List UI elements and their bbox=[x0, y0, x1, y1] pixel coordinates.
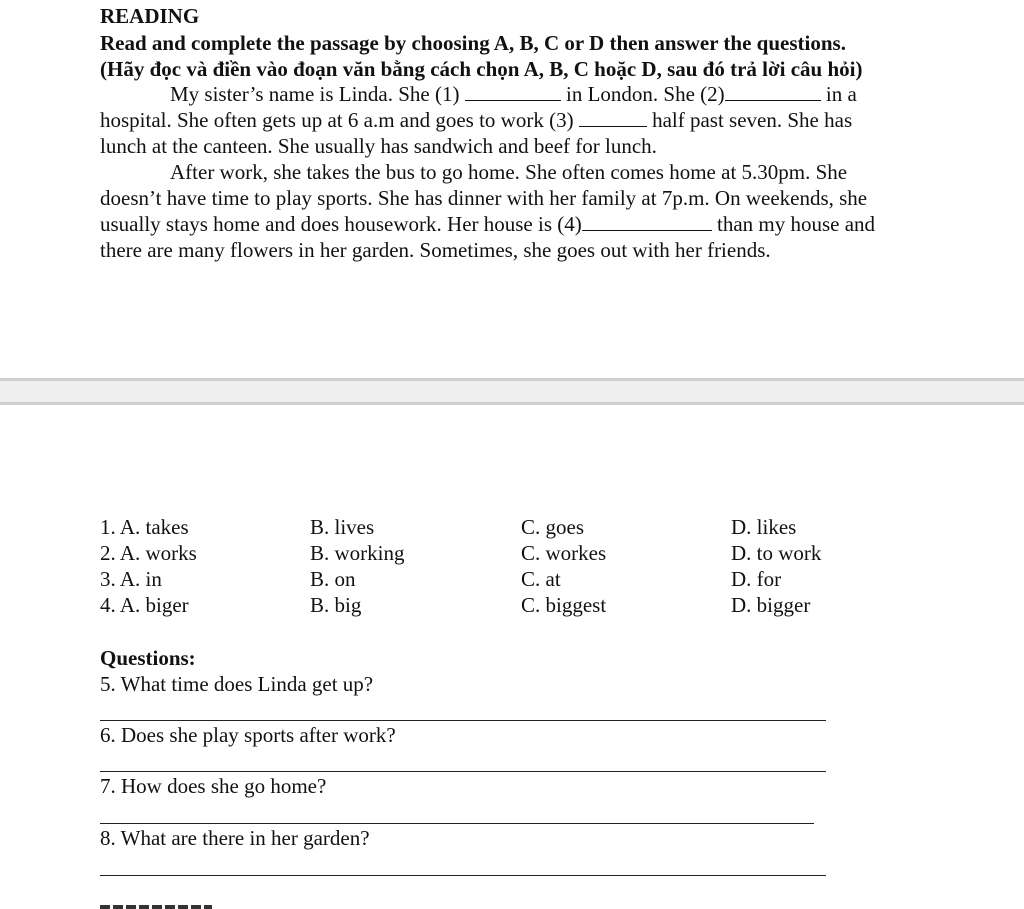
question-7: 7. How does she go home? bbox=[100, 774, 327, 798]
option-1-a: 1. A. takes bbox=[100, 515, 189, 539]
blank-4 bbox=[582, 212, 712, 231]
option-3-c: C. at bbox=[521, 567, 561, 591]
cutoff-heading-fragment bbox=[100, 905, 212, 909]
page-break-gap bbox=[0, 381, 1024, 402]
option-4-d: D. bigger bbox=[731, 593, 811, 617]
questions-heading: Questions: bbox=[100, 646, 196, 670]
blank-1 bbox=[465, 82, 561, 101]
passage-line-3: lunch at the canteen. She usually has sandwich and beef for lunch. bbox=[100, 134, 657, 158]
instruction-english: Read and complete the passage by choosing A, B, C or D then answer the questions. bbox=[100, 31, 846, 55]
option-3-d: D. for bbox=[731, 567, 782, 591]
passage-line-4: After work, she takes the bus to go home. She often comes home at 5.30pm. She bbox=[170, 160, 848, 184]
section-title: READING bbox=[100, 4, 200, 28]
option-4-b: B. big bbox=[310, 593, 362, 617]
answer-line-8 bbox=[100, 875, 826, 876]
option-3-b: B. on bbox=[310, 567, 356, 591]
passage-line-2: hospital. She often gets up at 6 a.m and goes to work (3) half past seven. She has bbox=[100, 108, 853, 132]
passage-line-1: My sister’s name is Linda. She (1) in London. She (2) in a bbox=[170, 82, 857, 106]
option-4-c: C. biggest bbox=[521, 593, 607, 617]
option-1-c: C. goes bbox=[521, 515, 584, 539]
option-2-c: C. workes bbox=[521, 541, 607, 565]
passage-line-7: there are many flowers in her garden. Sometimes, she goes out with her friends. bbox=[100, 238, 771, 262]
option-1-b: B. lives bbox=[310, 515, 375, 539]
option-1-d: D. likes bbox=[731, 515, 797, 539]
answer-line-6 bbox=[100, 771, 826, 772]
passage-line-6: usually stays home and does housework. Her house is (4) than my house and bbox=[100, 212, 876, 236]
passage-line-5: doesn’t have time to play sports. She has dinner with her family at 7p.m. On weekends, she bbox=[100, 186, 868, 210]
answer-line-7 bbox=[100, 823, 814, 824]
blank-3 bbox=[579, 108, 647, 127]
option-2-d: D. to work bbox=[731, 541, 822, 565]
option-2-b: B. working bbox=[310, 541, 405, 565]
question-5: 5. What time does Linda get up? bbox=[100, 672, 374, 696]
option-4-a: 4. A. biger bbox=[100, 593, 189, 617]
instruction-vietnamese: (Hãy đọc và điền vào đoạn văn bằng cách chọn A, B, C hoặc D, sau đó trả lời câu hỏi) bbox=[100, 57, 863, 81]
question-8: 8. What are there in her garden? bbox=[100, 826, 370, 850]
option-3-a: 3. A. in bbox=[100, 567, 162, 591]
page-break-bottom-line bbox=[0, 402, 1024, 405]
answer-line-5 bbox=[100, 720, 826, 721]
option-2-a: 2. A. works bbox=[100, 541, 197, 565]
blank-2 bbox=[725, 82, 821, 101]
question-6: 6. Does she play sports after work? bbox=[100, 723, 396, 747]
